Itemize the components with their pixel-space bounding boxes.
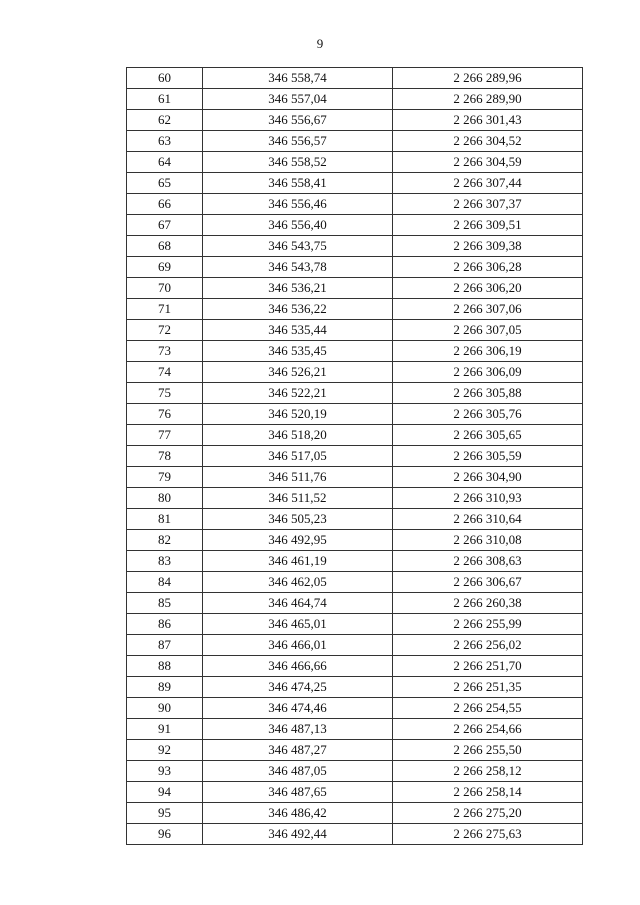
table-row [127, 425, 583, 446]
y-coordinate-cell: 2 266 307,06 [393, 299, 583, 320]
point-number-cell: 84 [127, 572, 203, 593]
point-number-cell: 75 [127, 383, 203, 404]
table-row [127, 719, 583, 740]
table-row [127, 215, 583, 236]
x-coordinate-cell: 346 522,21 [203, 383, 393, 404]
y-coordinate-cell: 2 266 275,20 [393, 803, 583, 824]
x-coordinate-cell: 346 518,20 [203, 425, 393, 446]
x-coordinate-cell: 346 556,57 [203, 131, 393, 152]
point-number-cell: 69 [127, 257, 203, 278]
point-number-cell: 88 [127, 656, 203, 677]
table-row [127, 152, 583, 173]
x-coordinate-cell: 346 486,42 [203, 803, 393, 824]
table-row [127, 824, 583, 845]
table-row [127, 572, 583, 593]
point-number-cell: 87 [127, 635, 203, 656]
x-coordinate-cell: 346 536,21 [203, 278, 393, 299]
point-number-cell: 61 [127, 89, 203, 110]
x-coordinate-cell: 346 520,19 [203, 404, 393, 425]
x-coordinate-cell: 346 492,44 [203, 824, 393, 845]
y-coordinate-cell: 2 266 306,20 [393, 278, 583, 299]
table-row [127, 257, 583, 278]
point-number-cell: 73 [127, 341, 203, 362]
point-number-cell: 85 [127, 593, 203, 614]
table-row [127, 341, 583, 362]
x-coordinate-cell: 346 466,01 [203, 635, 393, 656]
point-number-cell: 81 [127, 509, 203, 530]
point-number-cell: 82 [127, 530, 203, 551]
x-coordinate-cell: 346 543,75 [203, 236, 393, 257]
x-coordinate-cell: 346 517,05 [203, 446, 393, 467]
table-row [127, 194, 583, 215]
y-coordinate-cell: 2 266 256,02 [393, 635, 583, 656]
y-coordinate-cell: 2 266 305,65 [393, 425, 583, 446]
y-coordinate-cell: 2 266 275,63 [393, 824, 583, 845]
y-coordinate-cell: 2 266 258,12 [393, 761, 583, 782]
x-coordinate-cell: 346 474,46 [203, 698, 393, 719]
point-number-cell: 91 [127, 719, 203, 740]
table-row [127, 89, 583, 110]
table-row [127, 320, 583, 341]
point-number-cell: 68 [127, 236, 203, 257]
x-coordinate-cell: 346 487,13 [203, 719, 393, 740]
table-row [127, 740, 583, 761]
x-coordinate-cell: 346 487,05 [203, 761, 393, 782]
x-coordinate-cell: 346 461,19 [203, 551, 393, 572]
y-coordinate-cell: 2 266 306,28 [393, 257, 583, 278]
table-row [127, 677, 583, 698]
y-coordinate-cell: 2 266 289,96 [393, 68, 583, 89]
table-row [127, 299, 583, 320]
table-row [127, 551, 583, 572]
point-number-cell: 95 [127, 803, 203, 824]
table-row [127, 782, 583, 803]
point-number-cell: 83 [127, 551, 203, 572]
point-number-cell: 63 [127, 131, 203, 152]
table-row [127, 173, 583, 194]
point-number-cell: 76 [127, 404, 203, 425]
x-coordinate-cell: 346 543,78 [203, 257, 393, 278]
y-coordinate-cell: 2 266 306,19 [393, 341, 583, 362]
point-number-cell: 89 [127, 677, 203, 698]
table-row [127, 362, 583, 383]
x-coordinate-cell: 346 487,27 [203, 740, 393, 761]
coordinates-table [126, 67, 583, 845]
y-coordinate-cell: 2 266 309,51 [393, 215, 583, 236]
x-coordinate-cell: 346 557,04 [203, 89, 393, 110]
point-number-cell: 66 [127, 194, 203, 215]
y-coordinate-cell: 2 266 310,93 [393, 488, 583, 509]
y-coordinate-cell: 2 266 307,44 [393, 173, 583, 194]
y-coordinate-cell: 2 266 304,59 [393, 152, 583, 173]
table-row [127, 446, 583, 467]
table-row [127, 110, 583, 131]
table-row [127, 656, 583, 677]
x-coordinate-cell: 346 558,41 [203, 173, 393, 194]
point-number-cell: 94 [127, 782, 203, 803]
table-row [127, 131, 583, 152]
point-number-cell: 79 [127, 467, 203, 488]
table-row [127, 488, 583, 509]
point-number-cell: 92 [127, 740, 203, 761]
x-coordinate-cell: 346 462,05 [203, 572, 393, 593]
y-coordinate-cell: 2 266 301,43 [393, 110, 583, 131]
table-row [127, 467, 583, 488]
point-number-cell: 65 [127, 173, 203, 194]
y-coordinate-cell: 2 266 254,66 [393, 719, 583, 740]
table-row [127, 761, 583, 782]
y-coordinate-cell: 2 266 258,14 [393, 782, 583, 803]
point-number-cell: 74 [127, 362, 203, 383]
table-row [127, 278, 583, 299]
point-number-cell: 86 [127, 614, 203, 635]
point-number-cell: 71 [127, 299, 203, 320]
table-row [127, 593, 583, 614]
y-coordinate-cell: 2 266 307,37 [393, 194, 583, 215]
point-number-cell: 62 [127, 110, 203, 131]
point-number-cell: 78 [127, 446, 203, 467]
table-row [127, 509, 583, 530]
y-coordinate-cell: 2 266 305,59 [393, 446, 583, 467]
y-coordinate-cell: 2 266 251,35 [393, 677, 583, 698]
table-row [127, 530, 583, 551]
y-coordinate-cell: 2 266 251,70 [393, 656, 583, 677]
y-coordinate-cell: 2 266 255,50 [393, 740, 583, 761]
point-number-cell: 70 [127, 278, 203, 299]
point-number-cell: 80 [127, 488, 203, 509]
x-coordinate-cell: 346 511,52 [203, 488, 393, 509]
coordinates-table-body [127, 68, 583, 845]
x-coordinate-cell: 346 558,74 [203, 68, 393, 89]
point-number-cell: 93 [127, 761, 203, 782]
table-row [127, 635, 583, 656]
y-coordinate-cell: 2 266 306,67 [393, 572, 583, 593]
table-row [127, 68, 583, 89]
x-coordinate-cell: 346 464,74 [203, 593, 393, 614]
table-row [127, 236, 583, 257]
y-coordinate-cell: 2 266 310,08 [393, 530, 583, 551]
x-coordinate-cell: 346 535,45 [203, 341, 393, 362]
y-coordinate-cell: 2 266 255,99 [393, 614, 583, 635]
y-coordinate-cell: 2 266 289,90 [393, 89, 583, 110]
y-coordinate-cell: 2 266 306,09 [393, 362, 583, 383]
y-coordinate-cell: 2 266 309,38 [393, 236, 583, 257]
x-coordinate-cell: 346 474,25 [203, 677, 393, 698]
x-coordinate-cell: 346 558,52 [203, 152, 393, 173]
table-row [127, 614, 583, 635]
x-coordinate-cell: 346 466,66 [203, 656, 393, 677]
page-number: 9 [316, 36, 324, 51]
y-coordinate-cell: 2 266 310,64 [393, 509, 583, 530]
point-number-cell: 77 [127, 425, 203, 446]
x-coordinate-cell: 346 505,23 [203, 509, 393, 530]
table-row [127, 404, 583, 425]
table-row [127, 383, 583, 404]
x-coordinate-cell: 346 465,01 [203, 614, 393, 635]
y-coordinate-cell: 2 266 254,55 [393, 698, 583, 719]
y-coordinate-cell: 2 266 304,52 [393, 131, 583, 152]
x-coordinate-cell: 346 556,67 [203, 110, 393, 131]
point-number-cell: 64 [127, 152, 203, 173]
point-number-cell: 96 [127, 824, 203, 845]
x-coordinate-cell: 346 492,95 [203, 530, 393, 551]
point-number-cell: 60 [127, 68, 203, 89]
point-number-cell: 67 [127, 215, 203, 236]
y-coordinate-cell: 2 266 308,63 [393, 551, 583, 572]
y-coordinate-cell: 2 266 304,90 [393, 467, 583, 488]
table-row [127, 803, 583, 824]
x-coordinate-cell: 346 511,76 [203, 467, 393, 488]
y-coordinate-cell: 2 266 307,05 [393, 320, 583, 341]
point-number-cell: 90 [127, 698, 203, 719]
y-coordinate-cell: 2 266 305,88 [393, 383, 583, 404]
x-coordinate-cell: 346 526,21 [203, 362, 393, 383]
y-coordinate-cell: 2 266 305,76 [393, 404, 583, 425]
table-row [127, 698, 583, 719]
x-coordinate-cell: 346 487,65 [203, 782, 393, 803]
x-coordinate-cell: 346 536,22 [203, 299, 393, 320]
point-number-cell: 72 [127, 320, 203, 341]
x-coordinate-cell: 346 535,44 [203, 320, 393, 341]
x-coordinate-cell: 346 556,40 [203, 215, 393, 236]
x-coordinate-cell: 346 556,46 [203, 194, 393, 215]
y-coordinate-cell: 2 266 260,38 [393, 593, 583, 614]
